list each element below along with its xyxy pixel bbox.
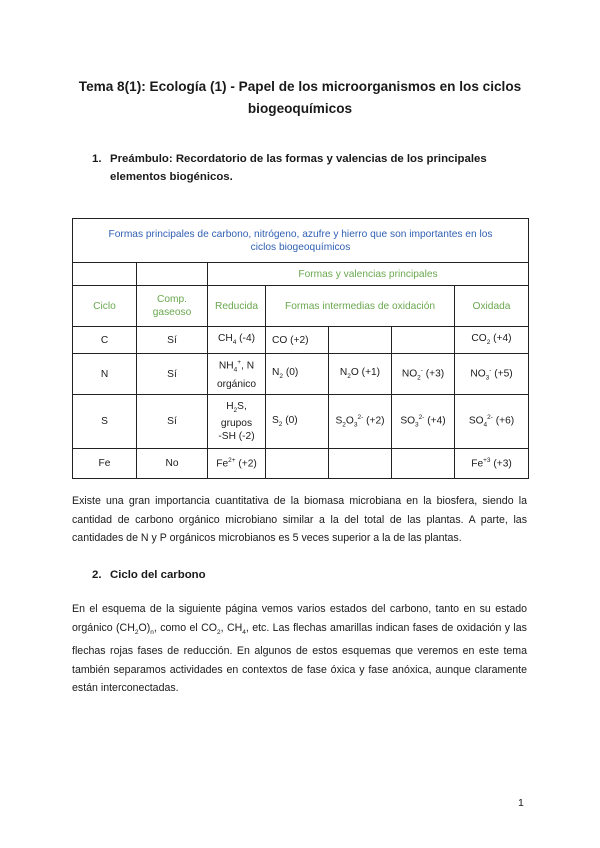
title-line-2: biogeoquímicos: [247, 101, 353, 116]
table-caption: [73, 219, 529, 263]
cell-oxidized: $Fe^{+3}$ (+3): [455, 449, 529, 479]
cell-intermediate-1: CO (+2): [266, 327, 329, 354]
cell-gas: No: [137, 449, 208, 479]
cell-intermediate-1: $S_2$ (0): [266, 395, 329, 449]
header-gas-line-2: gaseoso: [152, 307, 192, 318]
cell-oxidized: $NO_3^-$ (+5): [455, 354, 529, 395]
empty-cell: [73, 263, 137, 286]
cell-cycle: N: [73, 354, 137, 395]
section-2-number: 2.: [92, 569, 102, 581]
cell-reduced: $H_2S$, grupos -SH (-2): [208, 395, 266, 449]
cell-cycle: S: [73, 395, 137, 449]
cell-intermediate-3: $SO_3^{2-}$ (+4): [392, 395, 455, 449]
header-reduced: Reducida: [208, 286, 266, 327]
cell-reduced: $CH_4$ (-4): [208, 327, 266, 354]
section-1-number: 1.: [92, 153, 102, 165]
section-1-line-2: elementos biogénicos.: [110, 171, 233, 183]
cell-oxidized: $CO_2$ (+4): [455, 327, 529, 354]
cell-reduced: $Fe^{2+}$ (+2): [208, 449, 266, 479]
header-gas: [137, 286, 208, 327]
section-1-heading: [92, 150, 532, 190]
elements-valence-table: [72, 218, 529, 479]
document-title: [60, 76, 540, 120]
table-row-carbon: [73, 327, 529, 354]
table-row-nitrogen: [73, 354, 529, 395]
cell-intermediate-2: $S_2O_3^{2-}$ (+2): [329, 395, 392, 449]
cell-intermediate-3: [392, 327, 455, 354]
cell-gas: Sí: [137, 354, 208, 395]
cell-intermediate-1: [266, 449, 329, 479]
section-2-heading: [92, 566, 392, 584]
page-number: 1: [518, 797, 524, 809]
table-row-sulfur: [73, 395, 529, 449]
table-caption-line-1: Formas principales de carbono, nitrógeno, azufre y hierro que son importantes en los: [108, 228, 493, 240]
cell-cycle: Fe: [73, 449, 137, 479]
group-header: Formas y valencias principales: [208, 263, 529, 286]
table-row-iron: [73, 449, 529, 479]
header-oxidized: Oxidada: [455, 286, 529, 327]
table-caption-line-2: ciclos biogeoquímicos: [250, 241, 351, 253]
section-2-label: Ciclo del carbono: [110, 569, 206, 581]
header-gas-line-1: Comp.: [156, 294, 187, 305]
cell-oxidized: $SO_4^{2-}$ (+6): [455, 395, 529, 449]
cell-intermediate-2: $N_2O$ (+1): [329, 354, 392, 395]
title-line-1: Tema 8(1): Ecología (1) - Papel de los microorganismos en los ciclos: [78, 79, 522, 94]
header-cycle: Ciclo: [73, 286, 137, 327]
empty-cell: [137, 263, 208, 286]
cell-intermediate-2: [329, 327, 392, 354]
paragraph-biomass: Existe una gran importancia cuantitativa de la biomasa microbiana en la biosfera, siendo la cantidad de carbono orgánico microbiano similar a la del total de las plantas. A parte, las cantidades de N y P orgánicos microbianos es 5 veces superior a la de las plantas.: [72, 495, 527, 545]
cell-intermediate-2: [329, 449, 392, 479]
section-1-line-1: Preámbulo: Recordatorio de las formas y valencias de los principales: [110, 153, 487, 165]
header-intermediate: Formas intermedias de oxidación: [266, 286, 455, 327]
cell-gas: Sí: [137, 327, 208, 354]
cell-intermediate-3: [392, 449, 455, 479]
cell-reduced: $NH_4^+$, N orgánico: [208, 354, 266, 395]
cell-gas: Sí: [137, 395, 208, 449]
cell-cycle: C: [73, 327, 137, 354]
cell-intermediate-3: $NO_2^-$ (+3): [392, 354, 455, 395]
paragraph-carbon-cycle: En el esquema de la siguiente página vemos varios estados del carbono, tanto en su estado orgánico $(CH_2O)_n$, como el $CO_2$, $CH_4$, etc. Las flechas amarillas indican fases de oxidación y las flechas rojas fases de reducción. En algunos de estos esquemas que veremos en este tema también separamos actividades en contextos de fase óxica y fase anóxica, aunque claramente están interconectadas.: [72, 603, 527, 695]
cell-intermediate-1: $N_2$ (0): [266, 354, 329, 395]
